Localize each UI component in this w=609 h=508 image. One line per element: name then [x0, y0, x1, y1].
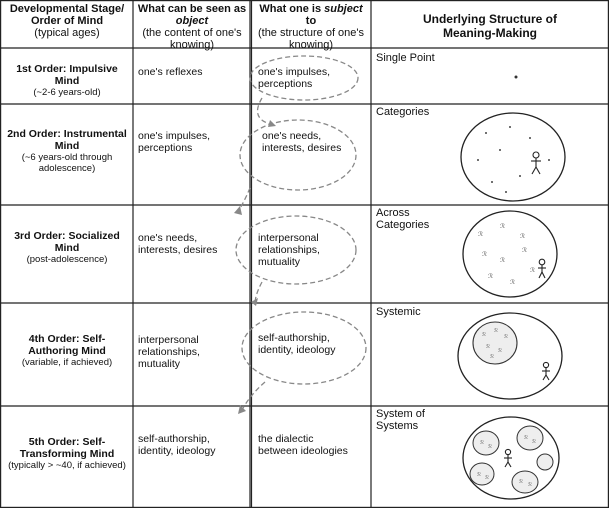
stage-cell-5 [4, 436, 130, 471]
structure-label-2: Categories [376, 106, 430, 118]
stage-cell-1 [4, 63, 130, 98]
stage-name-2: 2nd Order: Instrumental Mind [7, 128, 127, 152]
svg-text:ℛ: ℛ [500, 257, 505, 264]
svg-text:ℛ: ℛ [488, 444, 492, 450]
header-subject-title-em: subject [324, 3, 363, 15]
object-cell-1: one's reflexes [138, 66, 203, 78]
stage-cell-2 [4, 128, 130, 174]
structure-label-3: Across Categories [376, 207, 430, 231]
header-structure-title: Underlying Structure of Meaning-Making [422, 12, 557, 40]
header-subject [253, 3, 369, 51]
header-stage-title: Developmental Stage/ Order of Mind [9, 3, 125, 27]
header-subject-sub: (the structure of one's knowing) [257, 27, 365, 51]
svg-text:ℛ: ℛ [485, 475, 489, 481]
header-object-title-pre: What can be seen as [137, 3, 247, 15]
svg-text:ℛ: ℛ [510, 279, 515, 286]
svg-text:ℛ: ℛ [490, 354, 494, 360]
categories-diagram [461, 113, 565, 201]
svg-text:ℛ: ℛ [524, 435, 528, 441]
stage-name-1: 1st Order: Impulsive Mind [16, 63, 118, 87]
object-cell-3: one's needs, interests, desires [138, 232, 218, 256]
svg-text:ℛ: ℛ [528, 482, 532, 488]
stage-cell-3 [4, 230, 130, 265]
svg-text:ℛ: ℛ [494, 328, 498, 334]
svg-text:ℛ: ℛ [477, 472, 481, 478]
svg-text:ℛ: ℛ [482, 332, 486, 338]
header-stage-sub: (typical ages) [34, 27, 100, 39]
system-of-systems-diagram [463, 417, 559, 499]
svg-text:ℛ: ℛ [488, 273, 493, 280]
stage-cell-4 [4, 333, 130, 368]
object-cell-4: interpersonal relationships, mutuality [138, 334, 200, 370]
header-object-title-em: object [175, 15, 209, 27]
svg-text:ℛ: ℛ [498, 348, 502, 354]
across-categories-diagram [463, 211, 557, 297]
subject-cell-1: one's impulses, perceptions [258, 66, 331, 90]
subject-cell-4: self-authorship, identity, ideology [258, 332, 336, 356]
stage-age-1: (~2-6 years-old) [33, 87, 101, 98]
subject-cell-2: one's needs, interests, desires [262, 130, 342, 154]
subject-cell-3: interpersonal relationships, mutuality [258, 232, 320, 268]
structure-label-5: System of Systems [376, 408, 425, 432]
header-stage [4, 3, 130, 51]
stage-age-3: (post-adolescence) [26, 254, 108, 265]
svg-text:ℛ: ℛ [519, 479, 523, 485]
stage-age-5: (typically > ~40, if achieved) [8, 460, 126, 471]
header-object [135, 3, 249, 51]
systemic-diagram [458, 313, 562, 399]
header-object-sub: (the content of one's knowing) [142, 27, 242, 51]
header-subject-title-pre: What one is [259, 3, 325, 15]
stage-name-4: 4th Order: Self-Authoring Mind [28, 333, 106, 357]
single-point-dot [515, 76, 518, 79]
svg-text:ℛ: ℛ [530, 267, 535, 274]
stage-name-3: 3rd Order: Socialized Mind [14, 230, 120, 254]
stage-name-5: 5th Order: Self-Transforming Mind [19, 436, 115, 460]
svg-text:ℛ: ℛ [480, 440, 484, 446]
object-cell-2: one's impulses, perceptions [138, 130, 211, 154]
svg-text:ℛ: ℛ [478, 231, 483, 238]
structure-label-1: Single Point [376, 52, 435, 64]
svg-text:ℛ: ℛ [532, 439, 536, 445]
stage-age-2: (~6 years-old through adolescence) [21, 152, 113, 174]
subject-cell-5: the dialectic between ideologies [258, 433, 348, 457]
svg-text:ℛ: ℛ [486, 344, 490, 350]
object-cell-5: self-authorship, identity, ideology [138, 433, 216, 457]
svg-text:ℛ: ℛ [482, 251, 487, 258]
svg-text:ℛ: ℛ [522, 247, 527, 254]
svg-text:ℛ: ℛ [500, 223, 505, 230]
header-subject-title-post: to [305, 15, 317, 27]
stage-age-4: (variable, if achieved) [21, 357, 113, 368]
structure-label-4: Systemic [376, 306, 421, 318]
svg-text:ℛ: ℛ [520, 233, 525, 240]
svg-text:ℛ: ℛ [504, 334, 508, 340]
